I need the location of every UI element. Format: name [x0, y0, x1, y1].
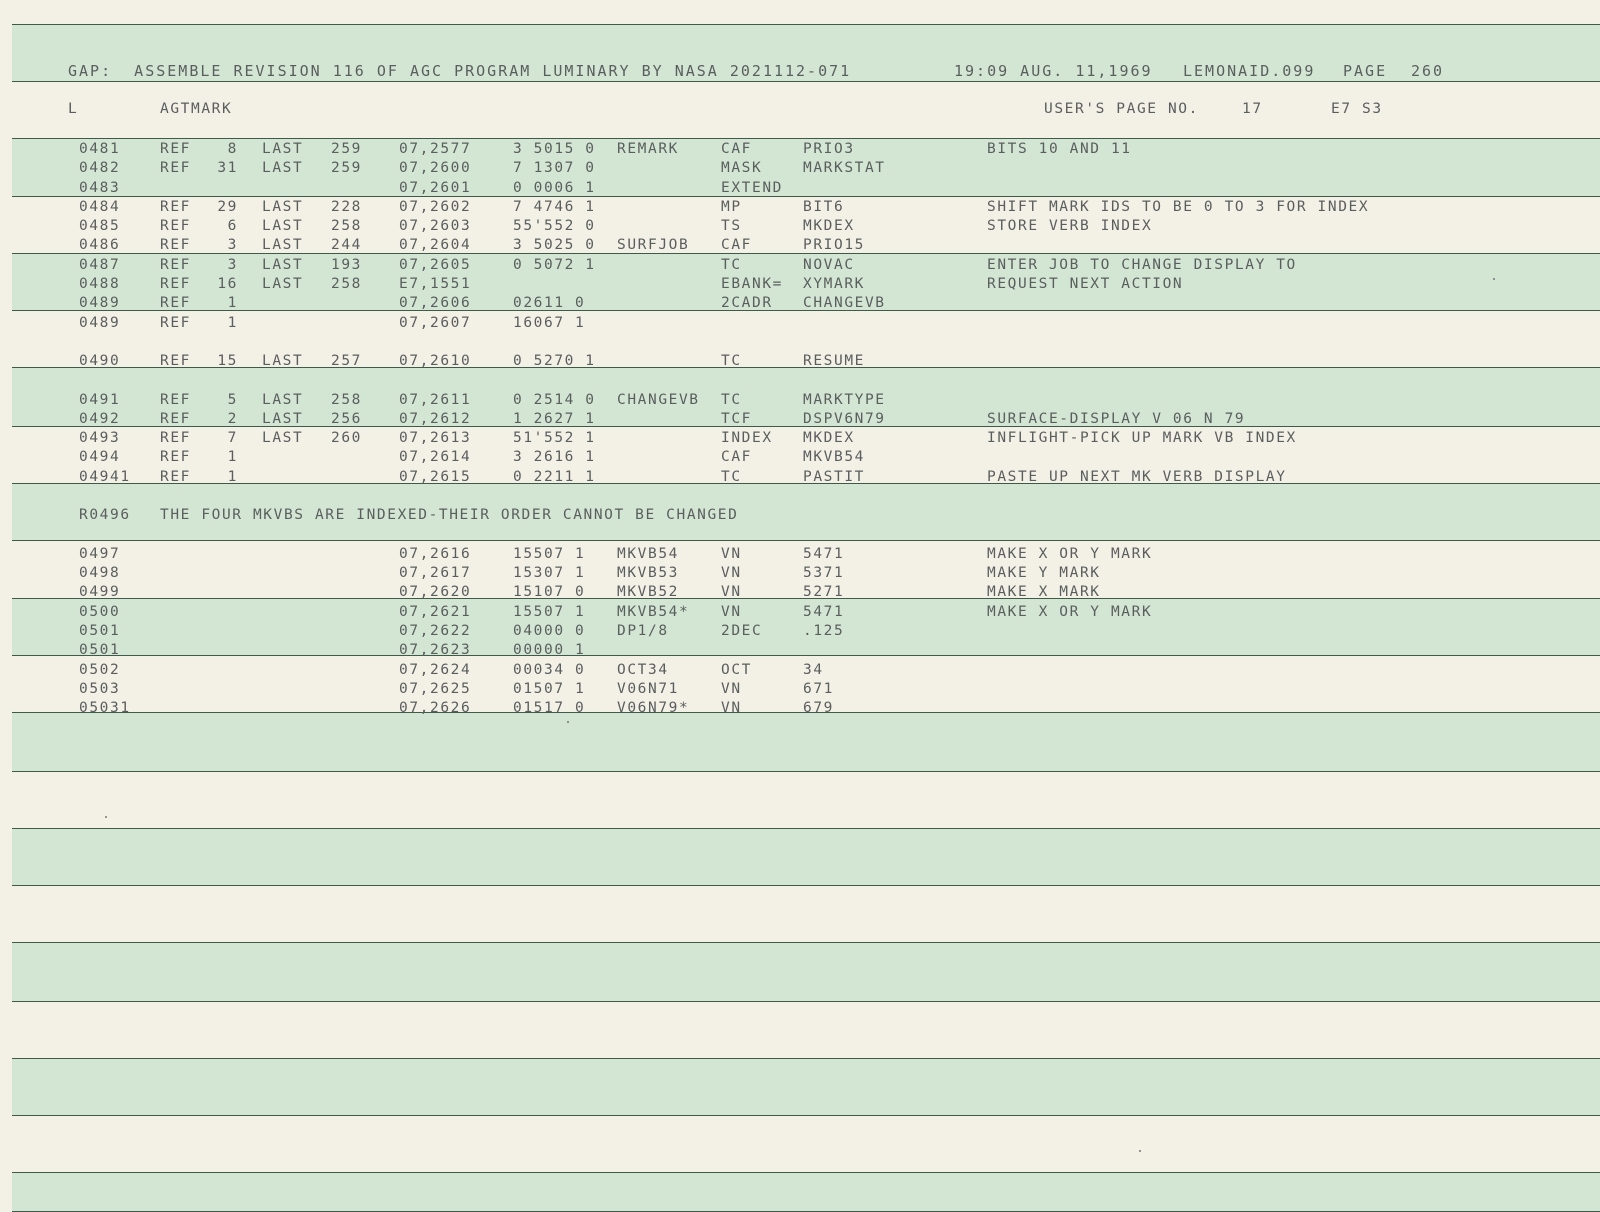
opcode: VN — [721, 680, 742, 697]
ref-label: REF — [160, 314, 191, 331]
opcode: TC — [721, 256, 742, 273]
octal-code: 1 2627 1 — [513, 410, 596, 427]
ref-count: 1 — [227, 449, 238, 466]
line-number: 04941 — [79, 468, 131, 485]
ref-label: REF — [160, 141, 191, 157]
opcode: VN — [721, 700, 742, 717]
address: 07,2603 — [399, 218, 472, 235]
last-number: 258 — [331, 391, 362, 408]
comment: BITS 10 AND 11 — [987, 141, 1132, 157]
address: 07,2621 — [399, 603, 472, 620]
opcode: EBANK= — [721, 275, 783, 292]
symbol-label: DP1/8 — [617, 623, 669, 639]
listing-row — [0, 526, 1600, 545]
octal-code: 16067 1 — [513, 314, 586, 331]
last-label: LAST — [262, 218, 304, 235]
paper-band — [12, 942, 1600, 1002]
line-number: 0484 — [79, 198, 121, 215]
paper-speck — [1493, 278, 1495, 280]
comment: SHIFT MARK IDS TO BE 0 TO 3 FOR INDEX — [987, 198, 1370, 215]
line-number: 0481 — [79, 141, 121, 157]
listing-row — [0, 333, 1600, 352]
opcode: TCF — [721, 410, 752, 427]
octal-code: 7 1307 0 — [513, 160, 596, 177]
line-number: 0483 — [79, 179, 121, 196]
comment: MAKE X MARK — [987, 584, 1101, 601]
ref-label: REF — [160, 468, 191, 485]
ref-count: 3 — [227, 256, 238, 273]
operand: XYMARK — [803, 275, 865, 292]
listing-row — [0, 429, 1600, 448]
subheader-log-name: AGTMARK — [160, 101, 233, 117]
line-number: 0497 — [79, 545, 121, 562]
address: 07,2577 — [399, 141, 472, 157]
operand: 679 — [803, 700, 834, 717]
operand: 5471 — [803, 545, 845, 562]
listing-row — [0, 391, 1600, 410]
opcode: TC — [721, 391, 742, 408]
address: 07,2625 — [399, 680, 472, 697]
comment: ENTER JOB TO CHANGE DISPLAY TO — [987, 256, 1297, 273]
listing-row — [0, 236, 1600, 255]
ref-label: REF — [160, 198, 191, 215]
last-label: LAST — [262, 237, 304, 254]
symbol-label: MKVB54* — [617, 603, 690, 620]
octal-code: 55'552 0 — [513, 218, 596, 235]
octal-code: 3 5025 0 — [513, 237, 596, 254]
listing-row — [0, 314, 1600, 333]
listing-row — [0, 198, 1600, 217]
octal-code: 0 2211 1 — [513, 468, 596, 485]
listing-row — [0, 487, 1600, 506]
line-number: 0482 — [79, 160, 121, 177]
operand: MKDEX — [803, 218, 855, 235]
remark-text: THE FOUR MKVBS ARE INDEXED-THEIR ORDER CANNOT BE CHANGED — [160, 507, 739, 524]
ref-count: 29 — [217, 198, 238, 215]
ref-count: 7 — [227, 430, 238, 447]
operand: PASTIT — [803, 468, 865, 485]
address: 07,2624 — [399, 661, 472, 678]
listing-row — [0, 371, 1600, 390]
ref-label: REF — [160, 391, 191, 408]
ref-label: REF — [160, 218, 191, 235]
subheader-flag: L — [68, 101, 79, 117]
listing-row — [0, 545, 1600, 564]
comment: MAKE X OR Y MARK — [987, 545, 1153, 562]
ref-count: 31 — [217, 160, 238, 177]
octal-code: 04000 0 — [513, 623, 586, 639]
operand: 671 — [803, 680, 834, 697]
address: 07,2600 — [399, 160, 472, 177]
paper-band — [12, 828, 1600, 886]
line-number: 0501 — [79, 642, 121, 659]
ref-count: 3 — [227, 237, 238, 254]
address: 07,2601 — [399, 179, 472, 196]
line-number: 0489 — [79, 295, 121, 312]
ref-count: 1 — [227, 314, 238, 331]
listing-row — [0, 352, 1600, 371]
opcode: INDEX — [721, 430, 773, 447]
last-label: LAST — [262, 198, 304, 215]
line-number: 0488 — [79, 275, 121, 292]
line-number: 05031 — [79, 700, 131, 717]
operand: RESUME — [803, 353, 865, 370]
line-number: 0492 — [79, 410, 121, 427]
listing-row — [0, 603, 1600, 622]
comment: PASTE UP NEXT MK VERB DISPLAY — [987, 468, 1287, 485]
ref-label: REF — [160, 353, 191, 370]
listing-row — [0, 179, 1600, 198]
line-number: 0494 — [79, 449, 121, 466]
line-number: 0498 — [79, 565, 121, 582]
listing-row — [0, 564, 1600, 583]
line-number: 0503 — [79, 680, 121, 697]
last-number: 193 — [331, 256, 362, 273]
symbol-label: V06N79* — [617, 700, 690, 717]
subheader-users-page-number: 17 — [1242, 101, 1263, 117]
paper-speck — [105, 816, 107, 818]
header-page-label: PAGE — [1343, 62, 1388, 80]
opcode: 2CADR — [721, 295, 773, 312]
opcode: TS — [721, 218, 742, 235]
paper-band — [12, 1172, 1600, 1212]
address: 07,2622 — [399, 623, 472, 639]
ref-count: 1 — [227, 468, 238, 485]
octal-code: 01507 1 — [513, 680, 586, 697]
ref-count: 2 — [227, 410, 238, 427]
opcode: TC — [721, 468, 742, 485]
listing-row — [0, 448, 1600, 467]
line-number: 0490 — [79, 353, 121, 370]
symbol-label: MKVB52 — [617, 584, 679, 601]
opcode: VN — [721, 545, 742, 562]
symbol-label: MKVB54 — [617, 545, 679, 562]
operand: CHANGEVB — [803, 295, 886, 312]
octal-code: 7 4746 1 — [513, 198, 596, 215]
symbol-label: CHANGEVB — [617, 391, 700, 408]
ref-label: REF — [160, 237, 191, 254]
opcode: OCT — [721, 661, 752, 678]
line-number: 0491 — [79, 391, 121, 408]
last-number: 258 — [331, 218, 362, 235]
opcode: MP — [721, 198, 742, 215]
last-label: LAST — [262, 410, 304, 427]
symbol-label: REMARK — [617, 141, 679, 157]
address: 07,2604 — [399, 237, 472, 254]
line-number: 0500 — [79, 603, 121, 620]
line-number: 0493 — [79, 430, 121, 447]
octal-code: 00000 1 — [513, 642, 586, 659]
symbol-label: V06N71 — [617, 680, 679, 697]
last-number: 258 — [331, 275, 362, 292]
listing-row — [0, 583, 1600, 602]
comment: STORE VERB INDEX — [987, 218, 1153, 235]
comment: INFLIGHT-PICK UP MARK VB INDEX — [987, 430, 1297, 447]
octal-code: 15507 1 — [513, 603, 586, 620]
address: E7,1551 — [399, 275, 472, 292]
listing-row — [0, 256, 1600, 275]
last-number: 260 — [331, 430, 362, 447]
address: 07,2607 — [399, 314, 472, 331]
operand: DSPV6N79 — [803, 410, 886, 427]
subheader-users-page-label: USER'S PAGE NO. — [1044, 101, 1199, 117]
operand: MARKTYPE — [803, 391, 886, 408]
octal-code: 15107 0 — [513, 584, 586, 601]
operand: 34 — [803, 661, 824, 678]
paper-band — [12, 712, 1600, 772]
last-label: LAST — [262, 141, 304, 157]
operand: MKVB54 — [803, 449, 865, 466]
ref-label: REF — [160, 295, 191, 312]
address: 07,2617 — [399, 565, 472, 582]
symbol-label: MKVB53 — [617, 565, 679, 582]
operand: NOVAC — [803, 256, 855, 273]
last-label: LAST — [262, 275, 304, 292]
comment: MAKE X OR Y MARK — [987, 603, 1153, 620]
ref-count: 6 — [227, 218, 238, 235]
paper-speck — [1139, 1150, 1141, 1152]
operand: 5271 — [803, 584, 845, 601]
address: 07,2626 — [399, 700, 472, 717]
line-number: 0487 — [79, 256, 121, 273]
opcode: 2DEC — [721, 623, 763, 639]
subheader-bank: E7 S3 — [1331, 101, 1383, 117]
page-header — [0, 62, 1600, 81]
octal-code: 3 2616 1 — [513, 449, 596, 466]
address: 07,2612 — [399, 410, 472, 427]
ref-label: REF — [160, 430, 191, 447]
paper-speck — [567, 721, 569, 723]
last-label: LAST — [262, 256, 304, 273]
address: 07,2606 — [399, 295, 472, 312]
octal-code: 02611 0 — [513, 295, 586, 312]
operand: MARKSTAT — [803, 160, 886, 177]
last-number: 228 — [331, 198, 362, 215]
last-number: 259 — [331, 160, 362, 177]
last-label: LAST — [262, 160, 304, 177]
last-number: 257 — [331, 353, 362, 370]
opcode: CAF — [721, 141, 752, 157]
listing-row — [0, 661, 1600, 680]
listing-row — [0, 275, 1600, 294]
page-subheader — [0, 100, 1600, 119]
address: 07,2613 — [399, 430, 472, 447]
address: 07,2623 — [399, 642, 472, 659]
listing-row — [0, 140, 1600, 159]
octal-code: 15507 1 — [513, 545, 586, 562]
ref-label: REF — [160, 410, 191, 427]
listing-row — [0, 506, 1600, 525]
paper-band — [12, 1058, 1600, 1116]
line-number: 0501 — [79, 623, 121, 639]
octal-code: 0 2514 0 — [513, 391, 596, 408]
address: 07,2616 — [399, 545, 472, 562]
ref-count: 5 — [227, 391, 238, 408]
ref-count: 16 — [217, 275, 238, 292]
last-number: 259 — [331, 141, 362, 157]
symbol-label: SURFJOB — [617, 237, 690, 254]
address: 07,2602 — [399, 198, 472, 215]
octal-code: 15307 1 — [513, 565, 586, 582]
comment: MAKE Y MARK — [987, 565, 1101, 582]
opcode: VN — [721, 603, 742, 620]
address: 07,2615 — [399, 468, 472, 485]
last-number: 256 — [331, 410, 362, 427]
listing-row — [0, 468, 1600, 487]
last-label: LAST — [262, 353, 304, 370]
header-tape: LEMONAID.099 — [1183, 62, 1316, 80]
listing-row — [0, 217, 1600, 236]
listing-row — [0, 680, 1600, 699]
ref-count: 15 — [217, 353, 238, 370]
line-number: 0502 — [79, 661, 121, 678]
line-number: 0499 — [79, 584, 121, 601]
listing-row — [0, 622, 1600, 641]
opcode: EXTEND — [721, 179, 783, 196]
operand: .125 — [803, 623, 845, 639]
opcode: TC — [721, 353, 742, 370]
opcode: CAF — [721, 237, 752, 254]
listing-row — [0, 641, 1600, 660]
opcode: MASK — [721, 160, 763, 177]
listing-row — [0, 294, 1600, 313]
header-timestamp: 19:09 AUG. 11,1969 — [954, 62, 1153, 80]
listing-row — [0, 410, 1600, 429]
operand: 5371 — [803, 565, 845, 582]
line-number: 0489 — [79, 314, 121, 331]
address: 07,2610 — [399, 353, 472, 370]
operand: 5471 — [803, 603, 845, 620]
address: 07,2614 — [399, 449, 472, 466]
listing-row — [0, 699, 1600, 718]
octal-code: 00034 0 — [513, 661, 586, 678]
ref-count: 8 — [227, 141, 238, 157]
ref-label: REF — [160, 256, 191, 273]
operand: BIT6 — [803, 198, 845, 215]
operand: PRIO3 — [803, 141, 855, 157]
header-page-number: 260 — [1411, 62, 1445, 80]
operand: PRIO15 — [803, 237, 865, 254]
listing-row — [0, 159, 1600, 178]
octal-code: 0 5072 1 — [513, 256, 596, 273]
comment: SURFACE-DISPLAY V 06 N 79 — [987, 410, 1246, 427]
address: 07,2611 — [399, 391, 472, 408]
comment: REQUEST NEXT ACTION — [987, 275, 1184, 292]
operand: MKDEX — [803, 430, 855, 447]
address: 07,2605 — [399, 256, 472, 273]
symbol-label: OCT34 — [617, 661, 669, 678]
opcode: CAF — [721, 449, 752, 466]
line-number: 0485 — [79, 218, 121, 235]
line-number: R0496 — [79, 507, 131, 524]
octal-code: 01517 0 — [513, 700, 586, 717]
address: 07,2620 — [399, 584, 472, 601]
last-number: 244 — [331, 237, 362, 254]
octal-code: 3 5015 0 — [513, 141, 596, 157]
header-title: GAP: ASSEMBLE REVISION 116 OF AGC PROGRAM LUMINARY BY NASA 2021112-071 — [68, 62, 852, 80]
octal-code: 0 5270 1 — [513, 353, 596, 370]
last-label: LAST — [262, 391, 304, 408]
last-label: LAST — [262, 430, 304, 447]
ref-count: 1 — [227, 295, 238, 312]
ref-label: REF — [160, 160, 191, 177]
octal-code: 51'552 1 — [513, 430, 596, 447]
opcode: VN — [721, 584, 742, 601]
ref-label: REF — [160, 449, 191, 466]
octal-code: 0 0006 1 — [513, 179, 596, 196]
ref-label: REF — [160, 275, 191, 292]
line-number: 0486 — [79, 237, 121, 254]
opcode: VN — [721, 565, 742, 582]
